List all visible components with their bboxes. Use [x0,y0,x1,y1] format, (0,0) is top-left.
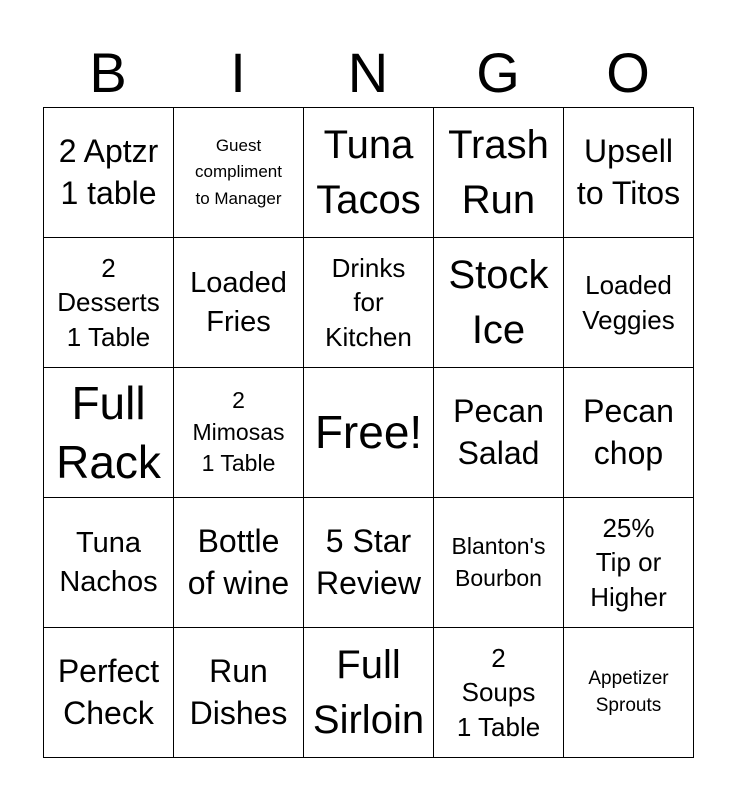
bingo-header [43,40,693,106]
bingo-cell-label: 2 Mimosas 1 Table [192,386,285,477]
bingo-cell-r4-c1[interactable] [44,498,174,628]
bingo-cell-label: Run Dishes [189,652,288,731]
bingo-cell-r2-c5[interactable] [564,238,694,368]
bingo-cell-label: 2 Soups 1 Table [456,643,541,742]
bingo-cell-label: Bottle of wine [187,522,290,601]
bingo-cell-r1-c2[interactable] [174,108,304,238]
bingo-cell-r3-c5[interactable] [564,368,694,498]
bingo-cell-label: Stock Ice [448,253,549,352]
bingo-cell-label: Upsell to Titos [576,132,681,211]
bingo-cell-label: Pecan chop [583,392,674,471]
bingo-cell-r3-c3[interactable] [304,368,434,498]
bingo-cell-r5-c4[interactable] [434,628,564,758]
bingo-cell-label: Loaded Veggies [582,270,675,335]
bingo-cell-r1-c1[interactable] [44,108,174,238]
header-letter-i: I [230,41,246,104]
bingo-cell-r2-c4[interactable] [434,238,564,368]
bingo-cell-label: Blanton's Bourbon [451,532,546,591]
bingo-cell-label: Pecan Salad [453,392,544,471]
bingo-cell-r5-c2[interactable] [174,628,304,758]
header-letter-b: B [89,41,127,104]
bingo-cell-r4-c3[interactable] [304,498,434,628]
bingo-cell-label: Perfect Check [57,652,160,731]
bingo-cell-r3-c2[interactable] [174,368,304,498]
bingo-cell-r3-c1[interactable] [44,368,174,498]
bingo-cell-r1-c5[interactable] [564,108,694,238]
bingo-cell-r4-c4[interactable] [434,498,564,628]
bingo-cell-r1-c4[interactable] [434,108,564,238]
header-letter-n: N [347,41,389,104]
bingo-cell-label: 5 Star Review [316,522,421,601]
bingo-cell-label: Guest compliment to Manager [195,135,282,208]
bingo-cell-r2-c2[interactable] [174,238,304,368]
bingo-cell-label: Drinks for Kitchen [325,253,412,352]
bingo-board [43,107,694,758]
bingo-cell-label: 2 Desserts 1 Table [57,253,160,352]
header-letter-g: G [476,41,520,104]
bingo-cell-r5-c5[interactable] [564,628,694,758]
bingo-cell-r4-c2[interactable] [174,498,304,628]
bingo-cell-label: Full Rack [56,376,161,488]
bingo-cell-r5-c1[interactable] [44,628,174,758]
bingo-cell-r3-c4[interactable] [434,368,564,498]
bingo-cell-label: Full Sirloin [312,643,425,742]
bingo-cell-r2-c1[interactable] [44,238,174,368]
bingo-cell-label: Free! [314,406,423,459]
bingo-cell-label: Loaded Fries [190,266,287,338]
header-letter-o: O [606,41,650,104]
bingo-cell-label: Tuna Nachos [59,526,158,598]
bingo-cell-r1-c3[interactable] [304,108,434,238]
bingo-cell-label: Trash Run [448,123,549,222]
bingo-cell-label: 25% Tip or Higher [590,513,667,612]
bingo-cell-r4-c5[interactable] [564,498,694,628]
bingo-cell-label: Tuna Tacos [316,123,421,222]
bingo-cell-label: 2 Aptzr 1 table [58,132,159,211]
bingo-cell-r5-c3[interactable] [304,628,434,758]
bingo-cell-label: Appetizer Sprouts [588,668,669,716]
bingo-cell-r2-c3[interactable] [304,238,434,368]
